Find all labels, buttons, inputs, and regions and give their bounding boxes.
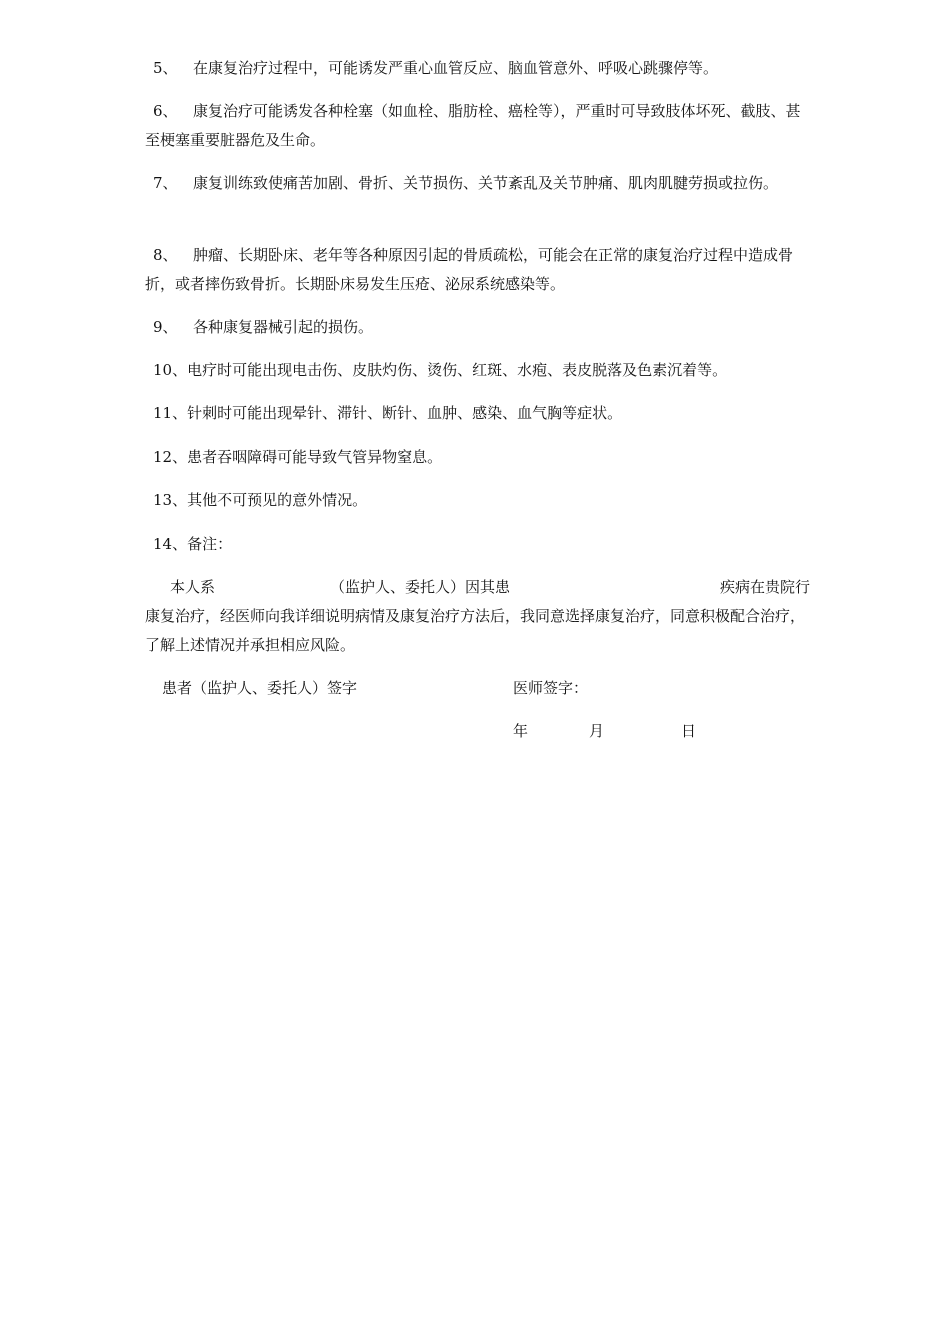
item-text: 其他不可预见的意外情况。 (187, 491, 368, 509)
list-item-8 (145, 241, 810, 299)
item-number: 14、 (153, 535, 188, 553)
doctor-signature-label: 医师签字： (513, 679, 589, 697)
date-day-label: 日 (681, 722, 697, 740)
date-month-label: 月 (589, 722, 605, 740)
patient-signature-label: 患者（监护人、委托人）签字 (162, 679, 358, 697)
list-item-11 (145, 399, 810, 428)
item-text: 康复训练致使痛苦加剧、骨折、关节损伤、关节紊乱及关节肿痛、肌肉肌腱劳损或拉伤。 (193, 174, 779, 192)
item-number: 10、 (153, 361, 188, 379)
date-year-label: 年 (513, 722, 529, 740)
consent-tail: 疾病在贵院行康复治疗，经医师向我详细说明病情及康复治疗方法后，我同意选择康复治疗，同意积极配合治疗，了解上述情况并承担相应风险。 (145, 578, 811, 654)
list-item-9 (145, 313, 810, 342)
consent-statement (145, 573, 810, 660)
item-text: 各种康复器械引起的损伤。 (193, 318, 374, 336)
item-number: 7、 (153, 174, 178, 192)
list-item-6 (145, 97, 810, 155)
list-item-10 (145, 356, 810, 385)
item-number: 5、 (153, 59, 178, 77)
list-item-7 (145, 169, 810, 198)
list-item-13 (145, 486, 810, 515)
item-number: 12、 (153, 448, 188, 466)
item-text: 患者吞咽障碍可能导致气管异物窒息。 (187, 448, 443, 466)
item-text: 康复治疗可能诱发各种栓塞（如血栓、脂肪栓、癌栓等），严重时可导致肢体坏死、截肢、甚至梗塞重要脏器危及生命。 (145, 102, 801, 149)
item-number: 6、 (153, 102, 178, 120)
list-item-14 (145, 530, 810, 559)
consent-lead: 本人系 (170, 578, 216, 596)
consent-mid: （监护人、委托人）因其患 (330, 578, 511, 596)
item-number: 11、 (153, 404, 188, 422)
item-number: 8、 (153, 246, 178, 264)
item-number: 13、 (153, 491, 188, 509)
item-text: 肿瘤、长期卧床、老年等各种原因引起的骨质疏松，可能会在正常的康复治疗过程中造成骨折，或者摔伤致骨折。长期卧床易发生压疮、泌尿系统感染等。 (145, 246, 794, 293)
list-item-5 (145, 54, 810, 83)
item-text: 针刺时可能出现晕针、滞针、断针、血肿、感染、血气胸等症状。 (187, 404, 623, 422)
item-number: 9、 (153, 318, 178, 336)
list-item-12 (145, 443, 810, 472)
item-text: 电疗时可能出现电击伤、皮肤灼伤、烫伤、红斑、水疱、表皮脱落及色素沉着等。 (187, 361, 728, 379)
item-text: 备注： (187, 535, 233, 553)
item-text: 在康复治疗过程中，可能诱发严重心血管反应、脑血管意外、呼吸心跳骤停等。 (193, 59, 719, 77)
